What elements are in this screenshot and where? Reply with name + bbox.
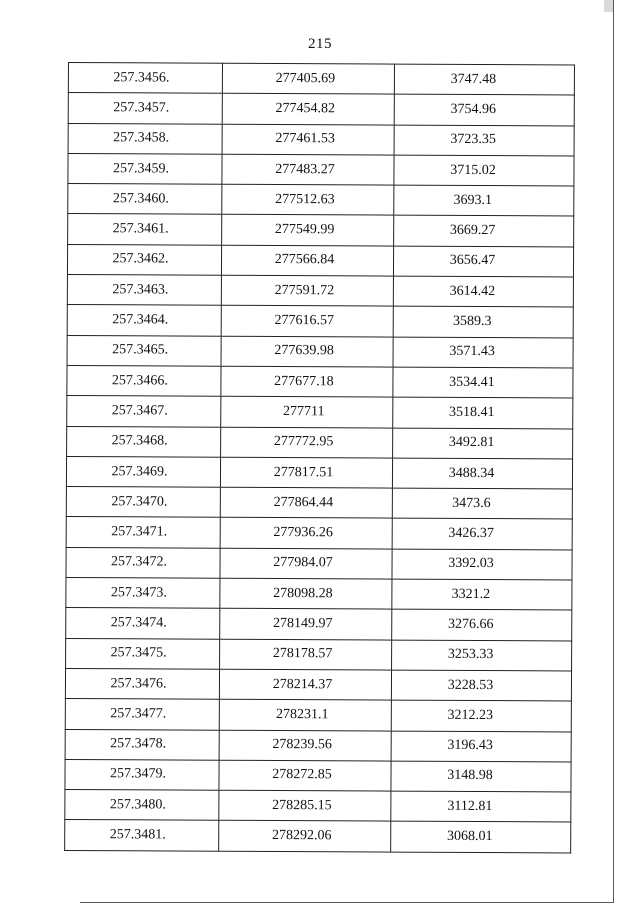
table-row [65, 729, 571, 762]
x-coordinate-cell: 277711 [221, 397, 393, 428]
x-coordinate-cell: 277616.57 [221, 306, 393, 337]
point-id-cell: 257.3479. [65, 759, 219, 790]
x-coordinate-cell: 278239.56 [219, 730, 391, 761]
point-id-cell: 257.3464. [67, 305, 221, 336]
x-coordinate-cell: 277454.82 [222, 94, 394, 125]
table-row [68, 123, 574, 156]
table-body [65, 63, 575, 853]
x-coordinate-cell: 278285.15 [219, 790, 391, 821]
x-coordinate-cell: 278098.28 [220, 578, 392, 609]
y-coordinate-cell: 3693.1 [394, 185, 574, 216]
point-id-cell: 257.3480. [65, 790, 219, 821]
scan-edge-bottom [80, 902, 614, 903]
y-coordinate-cell: 3723.35 [394, 125, 574, 156]
x-coordinate-cell: 277864.44 [220, 487, 392, 518]
x-coordinate-cell: 277817.51 [220, 457, 392, 488]
point-id-cell: 257.3461. [68, 214, 222, 245]
y-coordinate-cell: 3148.98 [391, 761, 571, 792]
y-coordinate-cell: 3518.41 [393, 397, 573, 428]
y-coordinate-cell: 3112.81 [391, 791, 571, 822]
y-coordinate-cell: 3068.01 [391, 822, 571, 853]
y-coordinate-cell: 3196.43 [391, 731, 571, 762]
page-number: 215 [308, 36, 332, 52]
point-id-cell: 257.3476. [65, 668, 219, 699]
y-coordinate-cell: 3253.33 [392, 640, 572, 671]
table-row [65, 668, 571, 701]
x-coordinate-cell: 277566.84 [221, 245, 393, 276]
point-id-cell: 257.3481. [65, 820, 219, 851]
table-row [68, 63, 574, 96]
y-coordinate-cell: 3715.02 [394, 155, 574, 186]
table-row [66, 638, 572, 671]
y-coordinate-cell: 3426.37 [392, 519, 572, 550]
coordinates-table-container [64, 62, 574, 853]
table-row [66, 517, 572, 550]
y-coordinate-cell: 3321.2 [392, 579, 572, 610]
point-id-cell: 257.3469. [66, 456, 220, 487]
table-row [67, 396, 573, 429]
point-id-cell: 257.3463. [67, 275, 221, 306]
x-coordinate-cell: 277549.99 [222, 215, 394, 246]
y-coordinate-cell: 3276.66 [392, 609, 572, 640]
table-row [67, 365, 573, 398]
y-coordinate-cell: 3754.96 [394, 94, 574, 125]
table-row [68, 214, 574, 247]
y-coordinate-cell: 3747.48 [394, 64, 574, 95]
x-coordinate-cell: 277936.26 [220, 518, 392, 549]
x-coordinate-cell: 278178.57 [220, 639, 392, 670]
point-id-cell: 257.3459. [68, 153, 222, 184]
y-coordinate-cell: 3669.27 [394, 216, 574, 247]
point-id-cell: 257.3474. [66, 608, 220, 639]
point-id-cell: 257.3472. [66, 547, 220, 578]
table-row [65, 790, 571, 823]
y-coordinate-cell: 3488.34 [392, 458, 572, 489]
point-id-cell: 257.3456. [68, 63, 222, 94]
x-coordinate-cell: 278214.37 [219, 669, 391, 700]
table-row [66, 547, 572, 580]
point-id-cell: 257.3467. [67, 396, 221, 427]
table-row [68, 184, 574, 217]
point-id-cell: 257.3457. [68, 93, 222, 124]
point-id-cell: 257.3477. [65, 699, 219, 730]
point-id-cell: 257.3460. [68, 184, 222, 215]
x-coordinate-cell: 278231.1 [219, 699, 391, 730]
table-row [67, 335, 573, 368]
x-coordinate-cell: 277512.63 [222, 184, 394, 215]
table-row [65, 699, 571, 732]
x-coordinate-cell: 277639.98 [221, 336, 393, 367]
table-row [66, 456, 572, 489]
table-row [67, 244, 573, 277]
point-id-cell: 257.3478. [65, 729, 219, 760]
x-coordinate-cell: 277677.18 [221, 366, 393, 397]
table-row [66, 578, 572, 611]
x-coordinate-cell: 277591.72 [221, 275, 393, 306]
y-coordinate-cell: 3614.42 [393, 276, 573, 307]
x-coordinate-cell: 277483.27 [222, 154, 394, 185]
x-coordinate-cell: 278292.06 [219, 821, 391, 852]
y-coordinate-cell: 3392.03 [392, 549, 572, 580]
y-coordinate-cell: 3589.3 [393, 306, 573, 337]
scan-edge-right [613, 0, 614, 902]
table-row [66, 608, 572, 641]
x-coordinate-cell: 278272.85 [219, 760, 391, 791]
x-coordinate-cell: 277461.53 [222, 124, 394, 155]
table-row [65, 759, 571, 792]
point-id-cell: 257.3470. [66, 487, 220, 518]
point-id-cell: 257.3471. [66, 517, 220, 548]
point-id-cell: 257.3458. [68, 123, 222, 154]
point-id-cell: 257.3468. [67, 426, 221, 457]
point-id-cell: 257.3475. [66, 638, 220, 669]
table-row [65, 820, 571, 853]
point-id-cell: 257.3473. [66, 578, 220, 609]
y-coordinate-cell: 3534.41 [393, 367, 573, 398]
table-row [67, 275, 573, 308]
y-coordinate-cell: 3473.6 [392, 488, 572, 519]
y-coordinate-cell: 3492.81 [393, 428, 573, 459]
x-coordinate-cell: 277984.07 [220, 548, 392, 579]
x-coordinate-cell: 277405.69 [222, 63, 394, 94]
table-row [66, 487, 572, 520]
point-id-cell: 257.3462. [67, 244, 221, 275]
x-coordinate-cell: 277772.95 [221, 427, 393, 458]
x-coordinate-cell: 278149.97 [220, 609, 392, 640]
coordinates-table [64, 62, 575, 853]
point-id-cell: 257.3466. [67, 365, 221, 396]
point-id-cell: 257.3465. [67, 335, 221, 366]
table-row [67, 305, 573, 338]
table-row [68, 153, 574, 186]
y-coordinate-cell: 3212.23 [391, 700, 571, 731]
table-row [67, 426, 573, 459]
y-coordinate-cell: 3571.43 [393, 337, 573, 368]
y-coordinate-cell: 3656.47 [393, 246, 573, 277]
table-row [68, 93, 574, 126]
y-coordinate-cell: 3228.53 [391, 670, 571, 701]
